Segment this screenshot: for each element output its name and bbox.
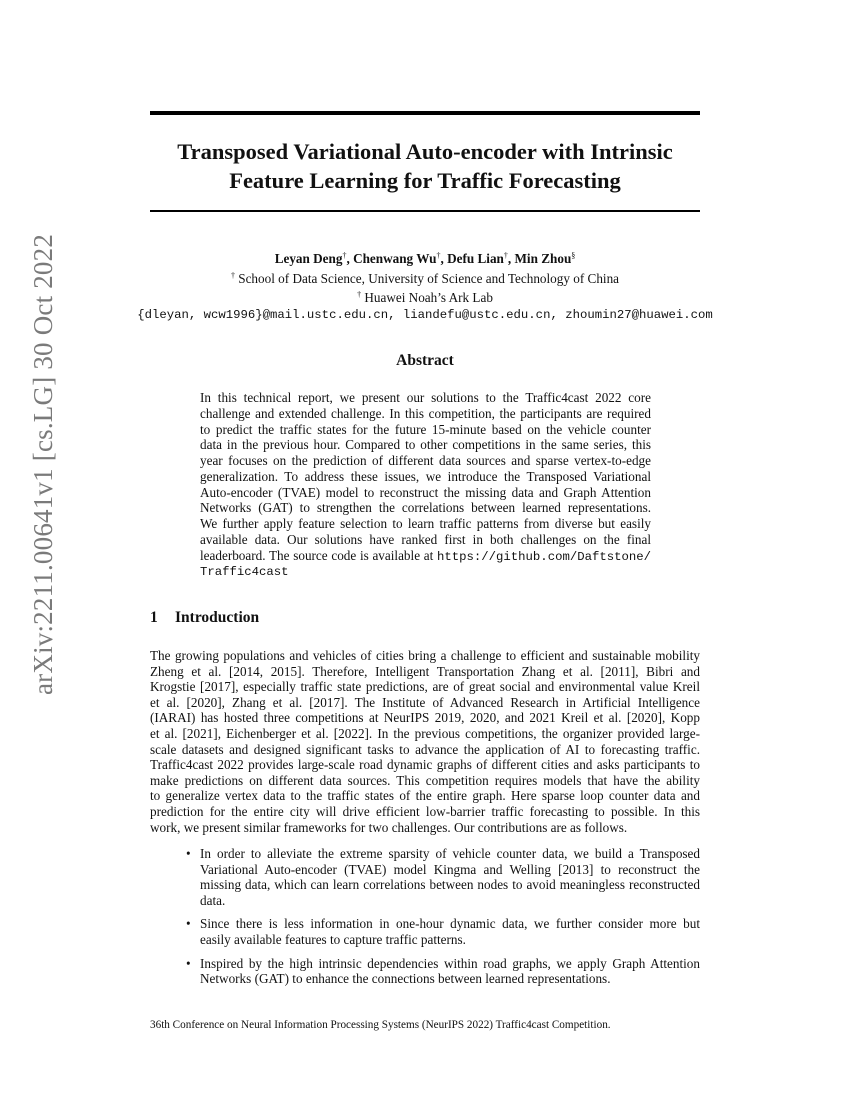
list-item-line: easily available features to capture traffic patterns. xyxy=(200,931,466,947)
abstract-line: available data. Our solutions have ranked first in both challenges on the final xyxy=(200,531,651,547)
paragraph-line: et al. [2021], Eichenberger et al. [2022]. In the previous competitions, the organizer provided large- xyxy=(150,725,700,741)
abstract-line: Auto-encoder (TVAE) model to reconstruct the missing data and Graph Attention xyxy=(200,484,651,500)
paragraph-line: (IARAI) has hosted three competitions at NeurIPS 2019, 2020, and 2021 Kreil et al. [2020], Kopp xyxy=(150,710,700,726)
abstract-heading: Abstract xyxy=(396,352,454,369)
title-line-1: Transposed Variational Auto-encoder with Intrinsic xyxy=(177,139,673,164)
title-top-rule xyxy=(150,111,700,115)
abstract-line: Networks (GAT) to strengthen the correlations between learned representations. xyxy=(200,500,651,516)
author-name: Min Zhou xyxy=(514,251,572,266)
section-number: 1 xyxy=(150,609,158,626)
abstract-line-text: leaderboard. The source code is available at xyxy=(200,547,434,563)
bullet-icon: • xyxy=(186,916,191,932)
author-block xyxy=(120,248,730,323)
list-item xyxy=(150,846,700,908)
abstract-line: challenge and extended challenge. In this competition, the participants are required xyxy=(200,405,651,421)
author-mark: † xyxy=(342,251,347,260)
paragraph-line: prediction for the entire city will drive efficient low-barrier traffic forecasting to possible. In this xyxy=(150,803,700,819)
author-separator: , xyxy=(440,251,448,266)
author-mark: † xyxy=(436,251,441,260)
section-heading xyxy=(150,609,259,627)
list-item-line: missing data, which can learn correlations between nodes to avoid meaningless reconstructed xyxy=(200,877,700,893)
abstract-line xyxy=(200,548,651,566)
list-item xyxy=(150,916,700,947)
section-title: Introduction xyxy=(175,609,260,626)
list-item-line: In order to alleviate the extreme sparsity of vehicle counter data, we build a Transposed xyxy=(200,846,700,861)
author-mark: § xyxy=(571,251,576,260)
affiliation-2 xyxy=(120,287,730,307)
list-item-line: data. xyxy=(200,892,226,908)
affiliation-text: School of Data Science, University of Science and Technology of China xyxy=(238,270,620,286)
paragraph-line: to generalize vertex data to the traffic states of the entire graph. Here sparse loop counter data and xyxy=(150,788,700,804)
bullet-icon: • xyxy=(186,955,191,971)
bullet-icon: • xyxy=(186,846,191,861)
abstract-line: generalization. To address these issues, we introduce the Transposed Variational xyxy=(200,468,651,484)
contribution-list xyxy=(150,846,700,995)
conference-footnote: 36th Conference on Neural Information Processing Systems (NeurIPS 2022) Traffic4cast Competition. xyxy=(150,1019,611,1031)
arxiv-identifier-text: arXiv:2211.00641v1 [cs.LG] 30 Oct 2022 xyxy=(28,233,58,695)
paragraph-line: make predictions on different data sources. This competition requires models that have the ability xyxy=(150,772,700,788)
source-code-link-continued[interactable]: Traffic4cast xyxy=(200,565,289,580)
author-name: Chenwang Wu xyxy=(353,251,437,266)
author-names xyxy=(120,248,730,268)
author-name: Defu Lian xyxy=(447,251,504,266)
title-bottom-rule xyxy=(150,210,700,212)
abstract-line: data in the previous hour. Compared to other competitions in the same series, this xyxy=(200,437,651,453)
abstract-line: We further apply feature selection to learn traffic patterns from diverse but easily xyxy=(200,516,651,531)
list-item-line: Networks (GAT) to enhance the connections between learned representations. xyxy=(200,971,611,987)
abstract-line: In this technical report, we present our solutions to the Traffic4cast 2022 core xyxy=(200,390,651,405)
author-mark: † xyxy=(503,251,508,260)
list-item-line: Variational Auto-encoder (TVAE) model Kingma and Welling [2013] to reconstruct the xyxy=(200,861,700,877)
affiliation-mark: † xyxy=(357,290,362,299)
paragraph-line: scale datasets and designed significant tasks to advance the application of AI to forecasting traffic. xyxy=(150,741,700,757)
paragraph-line: work, we present similar frameworks for two challenges. Our contributions are as follows. xyxy=(150,819,628,835)
paper-title xyxy=(150,137,700,195)
list-item-line: Since there is less information in one-hour dynamic data, we further consider more but xyxy=(200,916,700,932)
title-line-2: Feature Learning for Traffic Forecasting xyxy=(229,168,621,193)
affiliation-1 xyxy=(120,268,730,288)
paragraph-line: Traffic4cast 2022 provides large-scale road dynamic graphs of different cities and asks participants to xyxy=(150,757,700,773)
list-item-line: Inspired by the high intrinsic dependencies within road graphs, we apply Graph Attention xyxy=(200,955,700,971)
affiliation-mark: † xyxy=(230,270,235,280)
list-item xyxy=(150,956,700,987)
paragraph-line: Krogstie [2017], especially traffic state predictions, are of great social and environmental value Kreil xyxy=(150,679,700,695)
introduction-paragraph xyxy=(150,648,700,835)
paragraph-line: Zheng et al. [2014, 2015]. Therefore, Intelligent Transportation Zhang et al. [2011], Bibri and xyxy=(150,663,700,679)
source-code-link[interactable]: https://github.com/Daftstone/ xyxy=(437,549,652,564)
author-separator: , xyxy=(507,251,515,266)
paragraph-line: The growing populations and vehicles of cities bring a challenge to efficient and sustainable mobility xyxy=(150,648,700,663)
abstract-line: to predict the traffic states for the future 15-minute based on the vehicle counter xyxy=(200,421,651,437)
abstract-line: year focuses on the prediction of different data sources and sparse vertex-to-edge xyxy=(200,453,651,468)
author-separator: , xyxy=(346,251,354,266)
abstract-body xyxy=(200,390,651,581)
author-name: Leyan Deng xyxy=(274,251,343,266)
author-emails: {dleyan, wcw1996}@mail.ustc.edu.cn, liandefu@ustc.edu.cn, zhoumin27@huawei.com xyxy=(137,307,713,322)
affiliation-text: Huawei Noah’s Ark Lab xyxy=(364,290,493,305)
paragraph-line: et al. [2020], Zhang et al. [2017]. The Institute of Advanced Research in Artificial Intelligence xyxy=(150,694,700,710)
